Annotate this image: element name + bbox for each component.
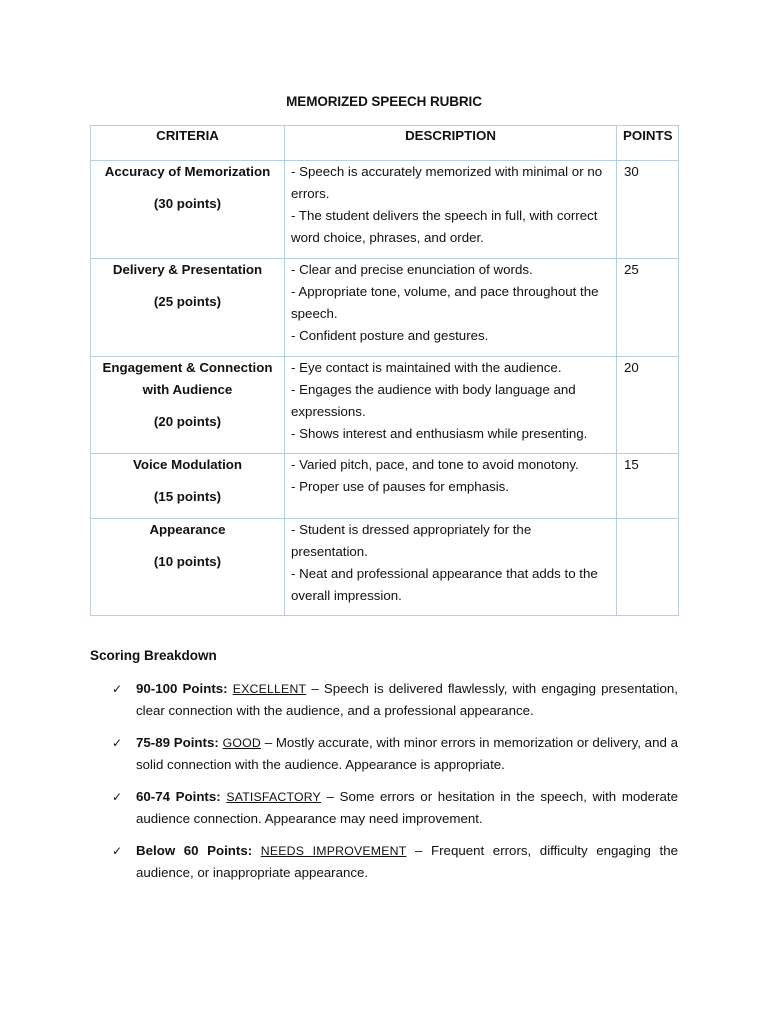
level-name: EXCELLENT	[232, 682, 307, 696]
description-cell	[285, 519, 617, 616]
list-item	[90, 840, 678, 884]
checkmark-icon: ✓	[112, 790, 123, 804]
description-cell	[285, 454, 617, 519]
level-range: 90-100 Points:	[136, 681, 228, 696]
column-header-description: DESCRIPTION	[285, 126, 617, 161]
checkmark-icon: ✓	[112, 682, 123, 696]
level-range: 60-74 Points:	[136, 789, 221, 804]
description-line: - Confident posture and gestures.	[291, 328, 489, 343]
page-title: MEMORIZED SPEECH RUBRIC	[286, 94, 482, 109]
criterion-cell	[91, 161, 285, 259]
criterion-cell	[91, 454, 285, 519]
criterion-name: Delivery & Presentation	[112, 262, 263, 277]
level-range: Below 60 Points:	[136, 843, 253, 858]
criterion-points-label: (10 points)	[153, 554, 222, 569]
level-description: – Speech is delivered flawlessly, with engaging presentation, clear connection with the audience, and a professional appearance.	[136, 681, 678, 718]
checkmark-icon: ✓	[112, 844, 123, 858]
criterion-cell	[91, 259, 285, 357]
description-cell	[285, 259, 617, 357]
criterion-points-label: (15 points)	[153, 489, 222, 504]
description-line: - Clear and precise enunciation of words.	[291, 262, 533, 277]
table-row	[91, 454, 679, 519]
points-cell: 15	[617, 454, 679, 519]
criterion-cell	[91, 357, 285, 454]
scoring-list	[90, 678, 678, 894]
description-line: - Engages the audience with body language and expressions.	[291, 382, 576, 419]
points-cell: 20	[617, 357, 679, 454]
table-row	[91, 519, 679, 616]
description-line: - Neat and professional appearance that adds to the overall impression.	[291, 566, 598, 603]
description-cell	[285, 357, 617, 454]
points-cell: 30	[617, 161, 679, 259]
criterion-name: Voice Modulation	[132, 457, 243, 472]
table-row	[91, 259, 679, 357]
description-line: - Proper use of pauses for emphasis.	[291, 479, 510, 494]
description-line: - Appropriate tone, volume, and pace throughout the speech.	[291, 284, 599, 321]
description-line: - Speech is accurately memorized with minimal or no errors.	[291, 164, 603, 201]
scoring-heading: Scoring Breakdown	[90, 648, 217, 663]
column-header-criteria: CRITERIA	[91, 126, 285, 161]
criterion-points-label: (25 points)	[153, 294, 222, 309]
list-item	[90, 786, 678, 830]
column-header-points: POINTS	[617, 126, 679, 161]
level-description: – Frequent errors, difficulty engaging the audience, or inappropriate appearance.	[136, 843, 678, 880]
description-cell	[285, 161, 617, 259]
list-item	[90, 678, 678, 722]
level-range: 75-89 Points:	[136, 735, 219, 750]
description-line: - Shows interest and enthusiasm while presenting.	[291, 426, 588, 441]
table-row	[91, 357, 679, 454]
checkmark-icon: ✓	[112, 736, 123, 750]
level-description: – Mostly accurate, with minor errors in memorization or delivery, and a solid connection with the audience. Appearance is appropriate.	[136, 735, 679, 772]
level-description: – Some errors or hesitation in the speech, with moderate audience connection. Appearance may need improvement.	[136, 789, 678, 826]
points-cell: 25	[617, 259, 679, 357]
description-line: - Varied pitch, pace, and tone to avoid monotony.	[291, 457, 579, 472]
level-name: GOOD	[222, 736, 261, 750]
criterion-points-label: (30 points)	[153, 196, 222, 211]
description-line: - Student is dressed appropriately for the presentation.	[291, 522, 532, 559]
level-name: SATISFACTORY	[226, 790, 321, 804]
points-cell	[617, 519, 679, 616]
criterion-name: Accuracy of Memorization	[104, 164, 271, 179]
rubric-table	[90, 125, 679, 616]
criterion-name: Engagement & Connection with Audience	[102, 360, 273, 397]
criterion-cell	[91, 519, 285, 616]
level-name: NEEDS IMPROVEMENT	[260, 844, 407, 858]
criterion-name: Appearance	[149, 522, 226, 537]
list-item	[90, 732, 678, 776]
description-line: - The student delivers the speech in full, with correct word choice, phrases, and order.	[291, 208, 598, 245]
table-header-row	[91, 126, 679, 161]
criterion-points-label: (20 points)	[153, 414, 222, 429]
description-line: - Eye contact is maintained with the audience.	[291, 360, 562, 375]
table-row	[91, 161, 679, 259]
